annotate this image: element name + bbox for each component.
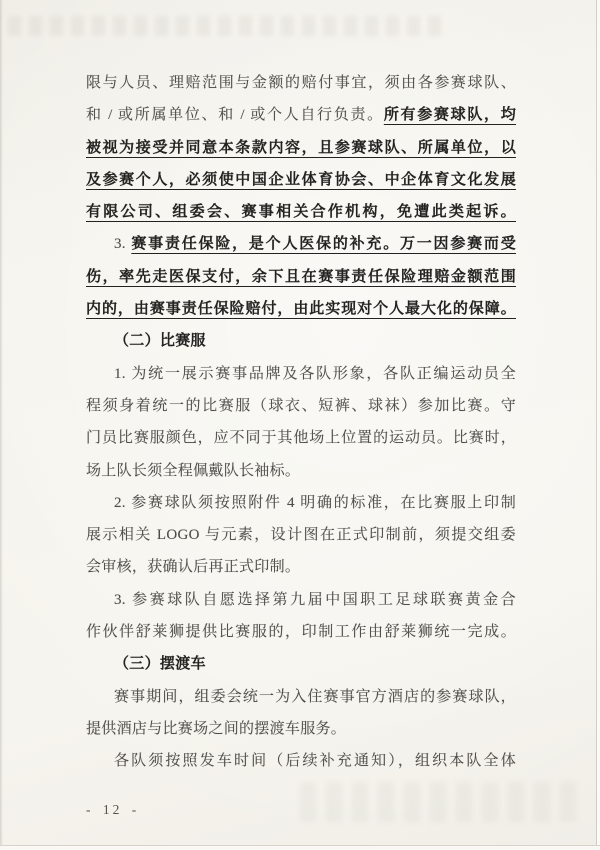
page-edge-bottom [0, 845, 600, 850]
body-line [86, 390, 516, 422]
body-line [86, 293, 516, 325]
page-edge-right-line [596, 0, 597, 850]
body-line [86, 358, 516, 390]
page-edge-left [0, 0, 3, 850]
section-heading [86, 648, 516, 680]
text-segment: 赛事责任保险，是个人医保的补充。万一因参赛而受 [131, 236, 516, 253]
text-segment: 作伙伴舒莱狮提供比赛服的，印制工作由舒莱狮统一完成。 [86, 624, 516, 641]
text-segment: 各队须按照发车时间（后续补充通知），组织本队全体 [114, 753, 516, 770]
text-segment: 2. 参赛球队须按照附件 4 明确的标准，在比赛服上印制 [114, 494, 516, 511]
text-segment: 赛事期间，组委会统一为入住赛事官方酒店的参赛球队， [114, 688, 516, 705]
body-line [86, 487, 516, 519]
text-segment: 内的，由赛事责任保险赔付，由此实现对个人最大化的保障。 [86, 301, 516, 318]
body-line [86, 196, 516, 228]
text-segment: 会审核，获确认后再正式印制。 [86, 559, 301, 576]
body-line [86, 261, 516, 293]
body-line [86, 422, 516, 454]
text-segment: （二）比赛服 [114, 333, 206, 350]
text-segment: 所有参赛球队，均 [383, 107, 517, 124]
body-line [86, 67, 516, 99]
document-body [86, 67, 516, 778]
text-segment: 被视为接受并同意本条款内容，且参赛球队、所属单位，以 [86, 139, 516, 156]
body-line [86, 616, 516, 648]
text-segment: 3. [114, 236, 132, 253]
body-line [86, 551, 516, 583]
body-line [86, 228, 516, 260]
text-segment: 限与人员、理赔范围与金额的赔付事宜，须由各参赛球队、 [86, 75, 516, 91]
text-segment: 展示相关 LOGO 与元素，设计图在正式印制前，须提交组委 [86, 527, 516, 544]
text-segment: 及参赛个人，必须使中国企业体育协会、中企体育文化发展 [86, 171, 516, 188]
section-heading [86, 325, 516, 357]
body-line [86, 99, 516, 131]
text-segment: （三）摆渡车 [114, 656, 206, 673]
body-line [86, 681, 516, 713]
text-segment: 场上队长须全程佩戴队长袖标。 [86, 462, 301, 479]
body-line [86, 519, 516, 551]
body-line [86, 132, 516, 164]
body-line [86, 164, 516, 196]
scan-bleedthrough-bottom [300, 782, 580, 822]
text-segment: 门员比赛服颜色，应不同于其他场上位置的运动员。比赛时， [86, 430, 516, 447]
body-line [86, 713, 516, 745]
text-segment: 3. 参赛球队自愿选择第九届中国职工足球联赛黄金合 [114, 591, 516, 608]
body-line [86, 584, 516, 616]
text-segment: 和 / 或所属单位、和 / 或个人自行负责。 [86, 107, 384, 124]
text-segment: 提供酒店与比赛场之间的摆渡车服务。 [86, 720, 347, 737]
body-line [86, 745, 516, 777]
scan-bleedthrough-top [8, 16, 448, 36]
footer-page-number: - 12 - [86, 802, 140, 817]
text-segment: 1. 为统一展示赛事品牌及各队形象，各队正编运动员全 [114, 365, 516, 382]
body-line [86, 455, 516, 487]
text-segment: 程须身着统一的比赛服（球衣、短裤、球袜）参加比赛。守 [86, 397, 516, 414]
text-segment: 有限公司、组委会、赛事相关合作机构，免遭此类起诉。 [86, 204, 516, 221]
text-segment: 伤，率先走医保支付，余下且在赛事责任保险理赔金额范围 [86, 268, 516, 285]
